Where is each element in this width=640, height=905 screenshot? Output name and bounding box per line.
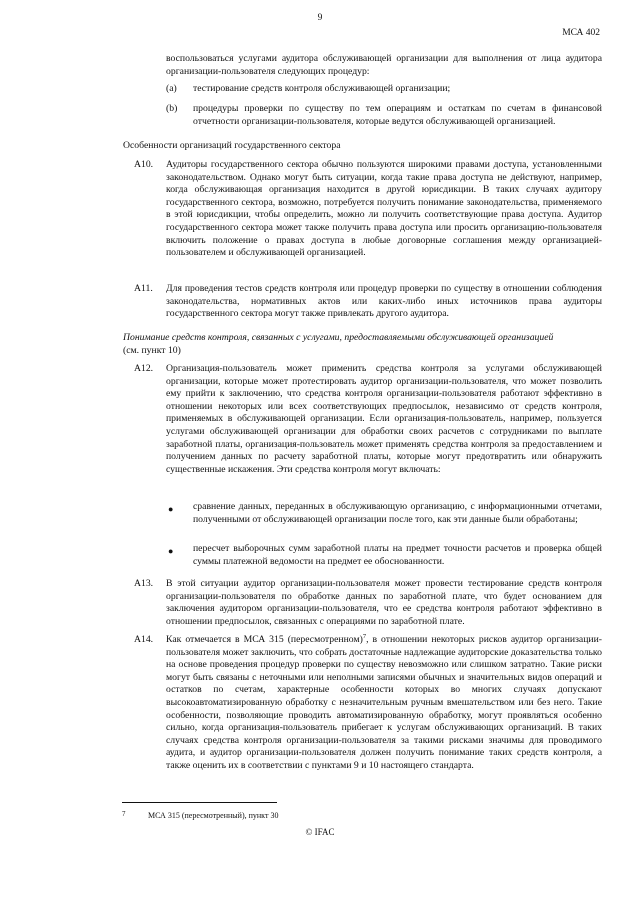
- section-heading: [123, 332, 603, 357]
- paragraph-number: A13.: [134, 578, 154, 589]
- section-heading-reference: (см. пункт 10): [123, 344, 181, 356]
- footnote-mark: 7: [122, 810, 126, 818]
- paragraph-a11: Для проведения тестов средств контроля или процедур проверки по существу в отношении соблюдения законодательства, нормативных актов или каких-либо иных источников права аудиторы государственного сектора могут также привлекать другого аудитора.: [166, 283, 602, 320]
- list-marker: (a): [166, 83, 177, 94]
- paragraph-number: A12.: [134, 363, 154, 374]
- paragraph-a14-text-start: Как отмечается в МСА 315 (пересмотренном): [166, 634, 363, 645]
- list-item: тестирование средств контроля обслуживающей организации;: [193, 83, 451, 94]
- intro-paragraph: воспользоваться услугами аудитора обслуживающей организации для выполнения от лица аудитора организации-пользователя следующих процедур:: [166, 53, 602, 77]
- paragraph-a13: В этой ситуации аудитор организации-пользователя может провести тестирование средств контроля организации-пользователя по обработке данных по заработной плате, что будет основанием для заключения аудитором организации-пользователя, что ее средства контроля работают эффективно в отношении предпосылок, связанных с операциями по заработной плате.: [166, 578, 602, 627]
- paragraph-number: A11.: [134, 283, 153, 294]
- standard-reference: МСА 402: [562, 28, 600, 38]
- section-heading-title: Понимание средств контроля, связанных с услугами, предоставляемыми обслуживающей организацией: [123, 332, 554, 343]
- page-number: 9: [317, 13, 323, 23]
- list-item: процедуры проверки по существу по тем операциям и остаткам по счетам в финансовой отчетности организации-пользователя, которые ведутся обслуживающей организацией.: [193, 103, 602, 127]
- page-footer: © IFAC: [305, 827, 335, 837]
- list-item: пересчет выборочных сумм заработной платы на предмет точности расчетов и проверка общей суммы платежной ведомости на предмет ее обоснованности.: [193, 543, 602, 567]
- paragraph-a14: [166, 634, 602, 773]
- bullet-icon: ●: [168, 504, 174, 514]
- section-heading: Особенности организаций государственного сектора: [123, 140, 341, 151]
- paragraph-a12: Организация-пользователь может применить средства контроля за услугами обслуживающей организации, которые может протестировать аудитор организации-пользователя, что может позволить ему прийти к заключению, что средства контроля организации-пользователя работают эффективно в отношении некоторых или всех соответствующих предпосылок, независимо от средств контроля, применяемых в обслуживающей организации. Если организация-пользователь, например, пользуется услугами обслуживающей организации для обработки своих расчетов с сотрудниками по выплате заработной платы, организация-пользователь может применять средства контроля за предоставлением и получением данных по расчету заработной платы, которые могут предотвратить или обнаружить существенные искажения. Эти средства контроля могут включать:: [166, 363, 602, 475]
- paragraph-a14-text-end: , в отношении некоторых рисков аудитор организации-пользователя может заключить, что собрать достаточные надлежащие аудиторские доказательства только на основе проведения процедур проверки по существу невозможно или слишком затратно. Такие риски могут быть связаны с неточными или неполными записями обычных и значительных видов операций и остатков по счетам, характерные особенности которых во многих случаях допускают высокоавтоматизированную обработку с незначительным ручным вмешательством или без него. Такие особенности, позволяющие проводить автоматизированную обработку, могут проявляться особенно сильно, когда организация-пользователь прибегает к услугам обслуживающих организаций. В таких случаях средства контроля организации-пользователя за такими рисками значимы для проводимого аудита, и аудитор организации-пользователя должен получить понимание таких средств контроля, а также оценить их в соответствии с пунктами 9 и 10 настоящего стандарта.: [166, 634, 602, 771]
- bullet-icon: ●: [168, 546, 174, 556]
- list-item: сравнение данных, переданных в обслуживающую организацию, с информационными отчетами, полученными от обслуживающей организации после того, как эти данные были обработаны;: [193, 501, 602, 525]
- footnote-text: МСА 315 (пересмотренный), пункт 30: [148, 811, 279, 820]
- footnote-divider: [122, 802, 277, 803]
- paragraph-a10: Аудиторы государственного сектора обычно пользуются широкими правами доступа, установленными законодательством. Однако могут быть ситуации, когда такие права доступа не действуют, например, когда обслуживающая организация находится в другой юрисдикции. В таких случаях аудитору государственного сектора, возможно, потребуется получить понимание законодательства, применяемого в этой юрисдикции, чтобы определить, можно ли получить соответствующие права доступа. Аудитор государственного сектора может также получить права доступа или просить организацию-пользователя включить положение о правах доступа в любые договорные соглашения между организацией-пользователем и обслуживающей организацией.: [166, 159, 602, 259]
- paragraph-number: A10.: [134, 159, 154, 170]
- list-marker: (b): [166, 103, 178, 114]
- paragraph-number: A14.: [134, 634, 154, 645]
- footnote-reference: 7: [362, 632, 367, 640]
